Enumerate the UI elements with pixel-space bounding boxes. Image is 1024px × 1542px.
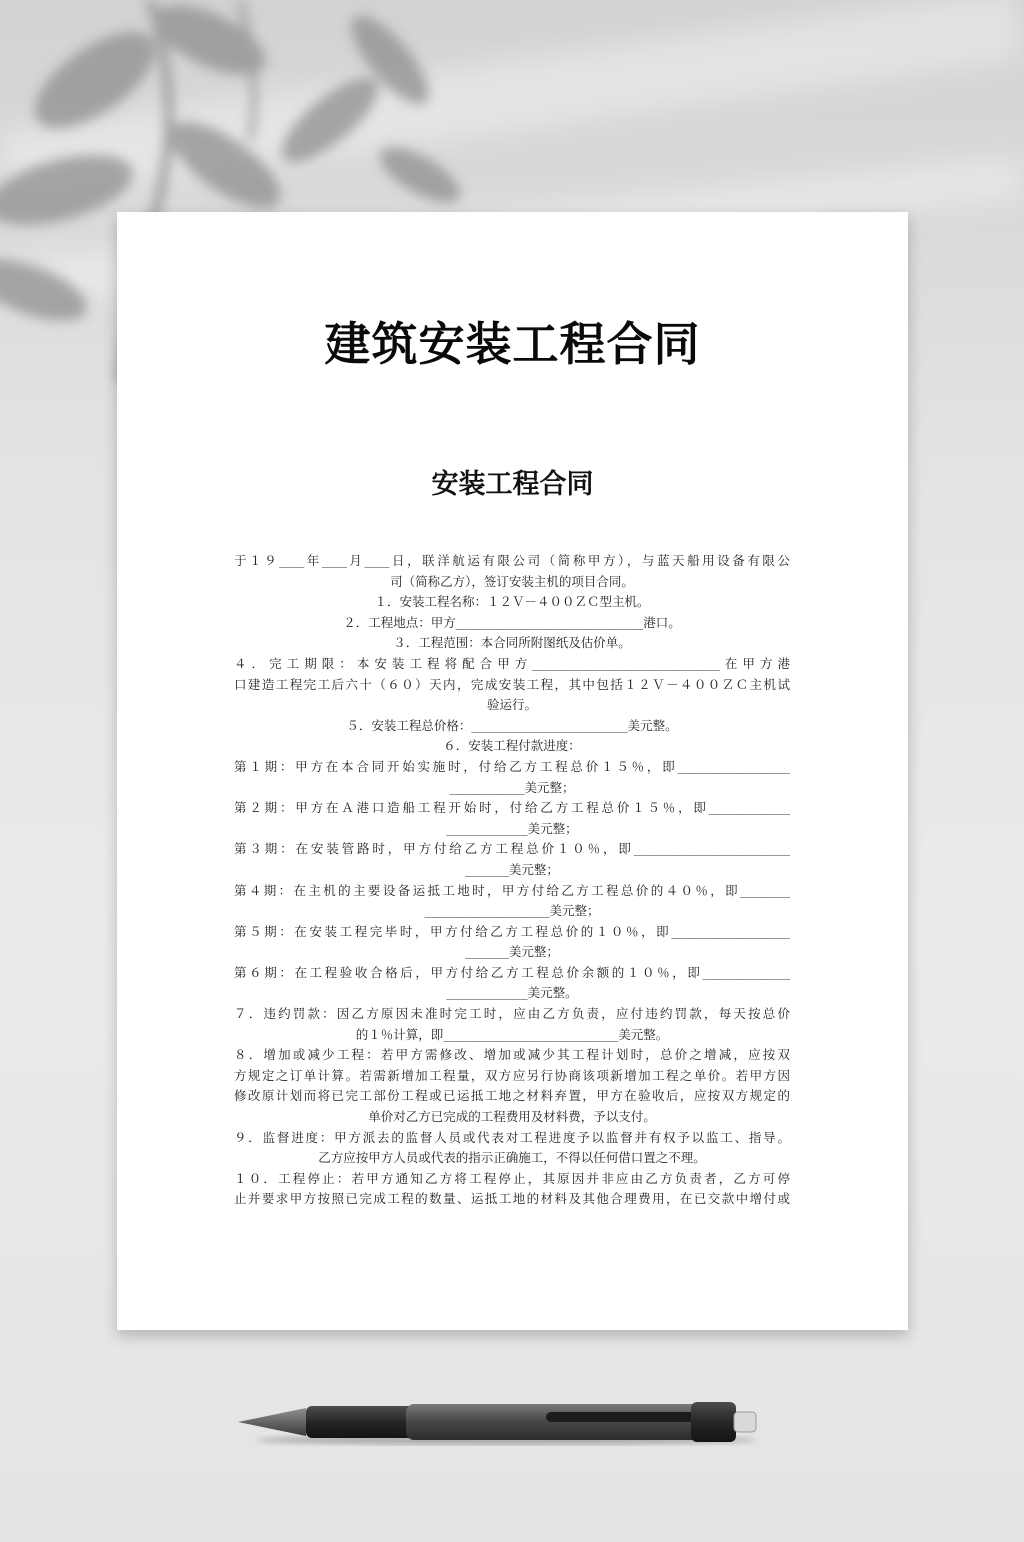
contract-page [117,212,908,1330]
text-line: ____________________美元整； [424,903,600,919]
text-line: 第３期：在安装管路时，甲方付给乙方工程总价１０％，即_________________________ [234,841,790,857]
text-line: 第１期：甲方在本合同开始实施时，付给乙方工程总价１５％，即__________________ [234,758,790,774]
text-line: 于１９____年____月____日，联洋航运有限公司（简称甲方），与蓝天船用设备有限公 [234,553,790,568]
text-line: 第２期：甲方在Ａ港口造船工程开始时，付给乙方工程总价１５％，即_____________ [234,800,790,816]
text-line: 口建造工程完工后六十（６０）天内，完成安装工程，其中包括１２Ｖ－４００ＺＣ主机试 [234,676,790,692]
contract-subtitle: 安装工程合同 [431,469,594,500]
contract-body [234,551,790,1210]
text-line: 的１％计算，即____________________________美元整。 [355,1026,669,1042]
text-line: １０．工程停止：若甲方通知乙方将工程停止，其原因并非应由乙方负责者，乙方可停 [234,1170,790,1186]
text-line: ３．工程范围：本合同所附图纸及估价单。 [393,635,631,651]
text-line: ４．完工期限：本安装工程将配合甲方______________________________在甲方港 [234,655,790,671]
text-line: ９．监督进度：甲方派去的监督人员或代表对工程进度予以监督并有权予以监工、指导。 [234,1129,790,1145]
text-line: 第６期：在工程验收合格后，甲方付给乙方工程总价余额的１０％，即______________ [234,964,790,980]
text-line: 司（简称乙方），签订安装主机的项目合同。 [390,573,634,589]
text-line: _______美元整； [465,944,559,960]
text-line: 修改原计划而将已完工部份工程或已运抵工地之材料弃置，甲方在验收后，应按双方规定的 [234,1088,790,1104]
text-line: _______美元整； [465,861,559,877]
text-line: 止并要求甲方按照已完成工程的数量、运抵工地的材料及其他合理费用，在已交款中增付或 [234,1191,790,1207]
text-line: _____________美元整。 [446,985,578,1001]
text-line: ７．违约罚款：因乙方原因未准时完工时，应由乙方负责，应付违约罚款，每天按总价 [234,1006,790,1022]
text-line: 第５期：在安装工程完毕时，甲方付给乙方工程总价的１０％，即___________________ [234,923,790,939]
text-line: １．安装工程名称：１２Ｖ－４００ＺＣ型主机。 [374,594,650,610]
text-line: _____________美元整； [446,820,578,836]
text-line: 方规定之订单计算。若需新增加工程量，双方应另行协商该项新增加工程之单价。若甲方因 [234,1067,790,1083]
text-line: ____________美元整； [449,779,575,795]
text-line: 第４期：在主机的主要设备运抵工地时，甲方付给乙方工程总价的４０％，即________ [234,882,790,898]
text-line: ８．增加或减少工程：若甲方需修改、增加或减少其工程计划时，总价之增减，应按双 [234,1047,790,1063]
pen-icon [236,1396,760,1450]
text-line: 乙方应按甲方人员或代表的指示正确施工，不得以任何借口置之不理。 [318,1150,706,1166]
page-title: 建筑安装工程合同 [324,317,701,371]
text-line: ６．安装工程付款进度： [443,738,581,754]
text-line: ５．安装工程总价格：_________________________美元整。 [346,717,678,733]
text-line: 验运行。 [486,697,537,713]
text-line: ２．工程地点：甲方______________________________港口。 [343,614,681,630]
text-line: 单价对乙方已完成的工程费用及材料费，予以支付。 [368,1109,656,1125]
